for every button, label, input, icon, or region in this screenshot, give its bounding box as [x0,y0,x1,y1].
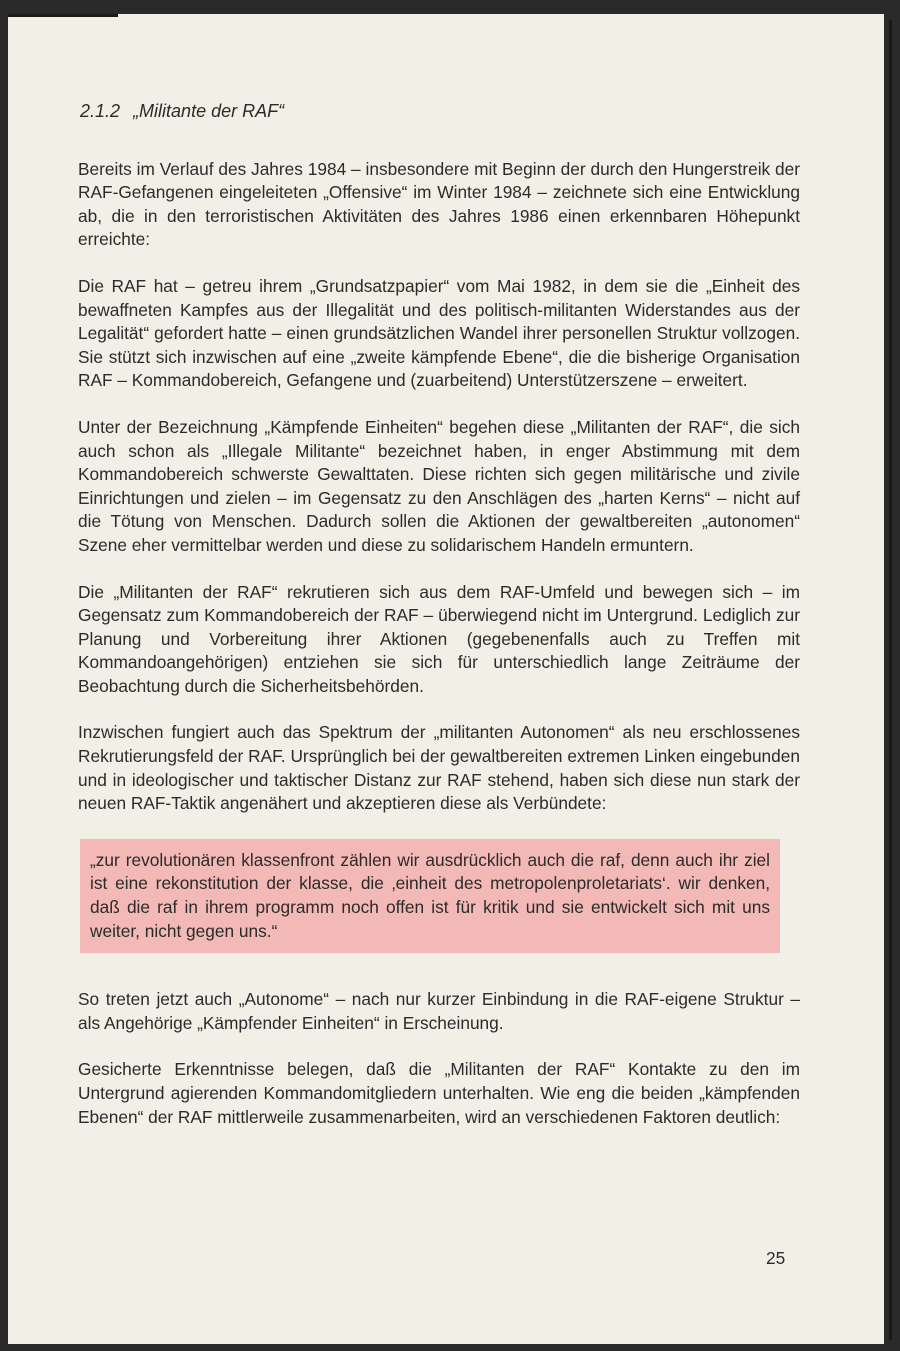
highlighted-quote: „zur revolutionären klassenfront zählen wir ausdrücklich auch die raf, denn auch ihr ziel ist eine rekonstitution der klasse, die ‚einheit des metropolenproletariats‘. wir denken, daß die raf in ihrem programm noch offen ist für kritik und sie entwickelt sich mit uns weiter, nicht gegen uns.“ [80,839,780,953]
page-number: 25 [766,1248,786,1268]
paragraph-4: Die „Militanten der RAF“ rekrutieren sich aus dem RAF-Umfeld und bewegen sich – im Gegensatz zum Kommandobereich der RAF – überwiegend nicht im Untergrund. Lediglich zur Planung und Vorbereitung ihrer Aktionen (gegebenenfalls auch zu Treffen mit Kommandoangehörigen) entziehen sie sich für unterschiedlich lange Zeiträume der Beobachtung durch die Sicherheitsbehörden. [78,581,800,696]
page-content [72,100,800,1129]
paragraph-7: Gesicherte Erkenntnisse belegen, daß die „Militanten der RAF“ Kontakte zu den im Untergrund agierenden Kommandomitgliedern unterhalten. Wie eng die beiden „kämpfenden Ebenen“ der RAF mittlerweile zusammenarbeiten, wird an verschiedenen Faktoren deutlich: [78,1059,800,1127]
paragraph-5: Inzwischen fungiert auch das Spektrum der „militanten Autonomen“ als neu erschlossenes Rekrutierungsfeld der RAF. Ursprünglich bei der gewaltbereiten extremen Linken eingebunden und in ideologischer und taktischer Distanz zur RAF stehend, haben sich diese nun stark der neuen RAF-Taktik angenähert und akzeptieren diese als Verbündete: [78,722,800,814]
paragraph-6: So treten jetzt auch „Autonome“ – nach nur kurzer Einbindung in die RAF-eigene Struktur – als Angehörige „Kämpfender Einheiten“ in Erscheinung. [78,989,800,1033]
section-number: 2.1.2 [80,101,121,121]
paragraph-1: Bereits im Verlauf des Jahres 1984 – insbesondere mit Beginn der durch den Hungerstreik der RAF-Gefangenen eingeleiteten „Offensive“ im Winter 1984 – zeichnete sich eine Entwicklung ab, die in den terroristischen Aktivitäten des Jahres 1986 einen erkennbaren Höhepunkt erreichte: [78,158,800,250]
section-title: „Militante der RAF“ [133,101,285,121]
top-edge-rule [8,14,118,17]
section-heading [80,100,800,124]
paragraph-3: Unter der Bezeichnung „Kämpfende Einheiten“ begehen diese „Militanten der RAF“, die sich auch schon als „Illegale Militante“ bezeichnet haben, in enger Abstimmung mit dem Kommandobereich schwerste Gewalttaten. Diese richten sich gegen militärische und zivile Einrichtungen und zielen – im Gegensatz zu den Anschlägen des „harten Kerns“ – nicht auf die Tötung von Menschen. Dadurch sollen die Aktionen der gewaltbereiten „autonomen“ Szene eher vermittelbar werden und diese zu solidarischem Handeln ermuntern. [78,416,800,555]
right-edge-rule [889,20,892,1340]
paragraph-2: Die RAF hat – getreu ihrem „Grundsatzpapier“ vom Mai 1982, in dem sie die „Einheit des bewaffneten Kampfes aus der Illegalität und des politisch-militanten Widerstandes aus der Legalität“ gefordert hatte – einen grundsätzlichen Wandel ihrer personellen Struktur vollzogen. Sie stützt sich inzwischen auf eine „zweite kämpfende Ebene“, die die bisherige Organisation RAF – Kommandobereich, Gefangene und (zuarbeitend) Unterstützerszene – erweitert. [78,275,800,391]
